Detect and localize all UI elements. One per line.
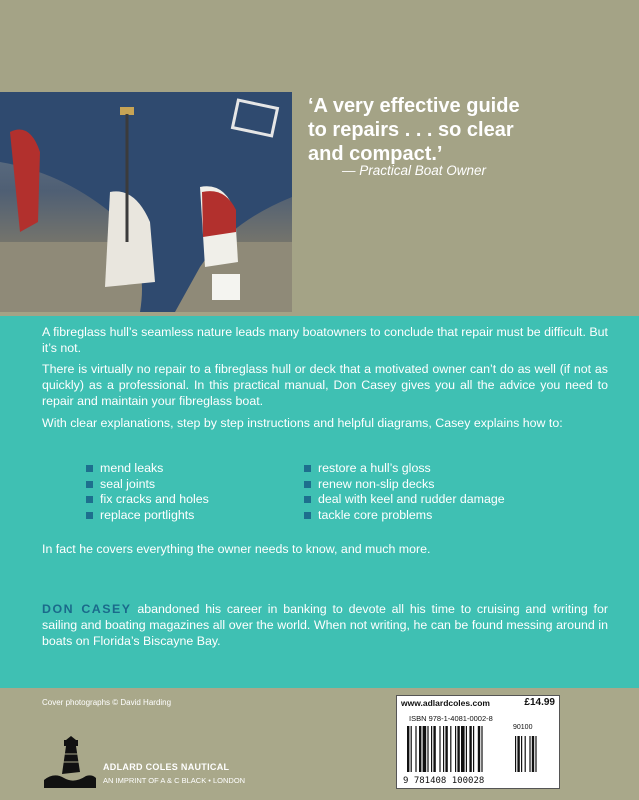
lighthouse-logo-icon xyxy=(42,736,98,793)
bullet-icon xyxy=(86,481,93,488)
bullet-list-left xyxy=(86,461,209,523)
publisher-url: www.adlardcoles.com xyxy=(401,698,490,708)
list-item: restore a hull’s gloss xyxy=(304,461,505,477)
blurb-panel xyxy=(0,316,639,688)
list-item: deal with keel and rudder damage xyxy=(304,492,505,508)
bullet-icon xyxy=(304,465,311,472)
bullet-icon xyxy=(304,496,311,503)
price: £14.99 xyxy=(524,697,555,708)
review-quote xyxy=(308,94,628,166)
quote-line-3: and compact.’ xyxy=(308,143,443,165)
list-item: seal joints xyxy=(86,477,209,493)
barcode-digits: 9 781408 100028 xyxy=(403,776,485,786)
blurb-paragraph-4: In fact he covers everything the owner needs to know, and much more. xyxy=(42,542,431,556)
bullet-list-right xyxy=(304,461,505,523)
photo-credit: Cover photographs © David Harding xyxy=(42,698,172,707)
blurb-paragraph-1: A fibreglass hull’s seamless nature leads many boatowners to conclude that repair must be difficult. But it’s not. xyxy=(42,325,608,355)
quote-line-1: ‘A very effective guide xyxy=(308,95,520,117)
barcode-addon: 90100 xyxy=(513,724,533,731)
author-name: DON CASEY xyxy=(42,602,132,616)
isbn: ISBN 978-1-4081-0002-8 xyxy=(409,714,493,723)
author-bio xyxy=(42,601,608,649)
quote-attribution: — Practical Boat Owner xyxy=(342,163,487,178)
barcode-icon xyxy=(405,726,551,774)
list-item: renew non-slip decks xyxy=(304,477,505,493)
bullet-icon xyxy=(304,512,311,519)
quote-line-2: to repairs . . . so clear xyxy=(308,119,514,141)
bullet-icon xyxy=(86,496,93,503)
blurb-paragraph-2: There is virtually no repair to a fibreglass hull or deck that a motivated owner can’t do as well (if not as quickly) as a professional. In this practical manual, Don Casey gives you all the advice you need to repair and maintain your fibreglass boat. xyxy=(42,362,608,408)
bullet-icon xyxy=(86,512,93,519)
blurb-paragraph-3: With clear explanations, step by step instructions and helpful diagrams, Casey explains how to: xyxy=(42,416,563,430)
list-item: tackle core problems xyxy=(304,508,505,524)
cover-photo xyxy=(0,92,292,312)
author-bio-text: abandoned his career in banking to devote all his time to cruising and writing for sailing and boating magazines all over the world. When not writing, he can be found messing around in boats on Florida’s Biscayne Bay. xyxy=(42,602,608,648)
bullet-icon xyxy=(86,465,93,472)
list-item: fix cracks and holes xyxy=(86,492,209,508)
publisher-imprint: AN IMPRINT OF A & C BLACK • LONDON xyxy=(103,776,246,785)
list-item: replace portlights xyxy=(86,508,209,524)
bullet-icon xyxy=(304,481,311,488)
barcode-box xyxy=(396,695,560,789)
publisher-name: ADLARD COLES NAUTICAL xyxy=(103,762,230,772)
list-item: mend leaks xyxy=(86,461,209,477)
